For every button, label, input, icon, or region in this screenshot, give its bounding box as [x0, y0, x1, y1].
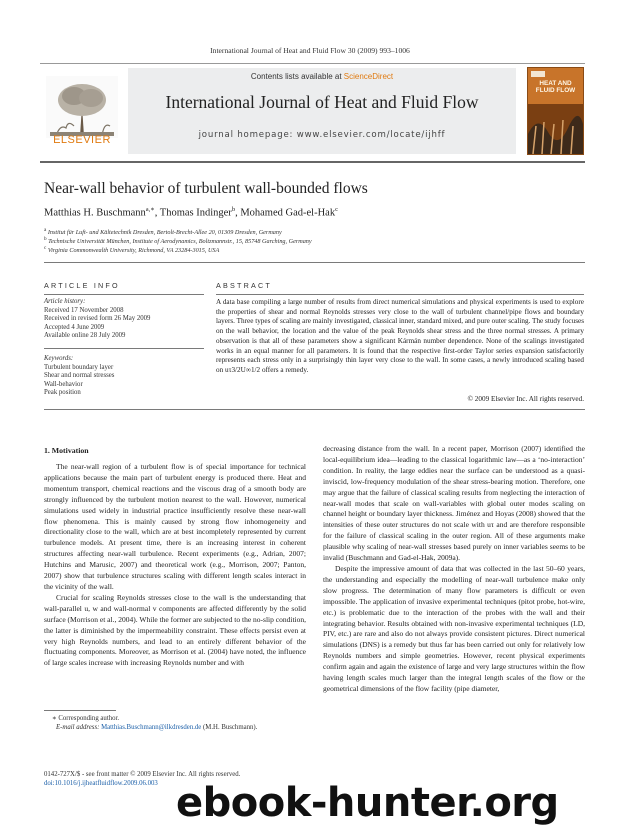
author-name[interactable]: Mohamed Gad-el-Hak — [240, 207, 336, 219]
paragraph: Despite the impressive amount of data that was collected in the last 50–60 years, the understanding and especially the modelling of near-wall turbulence make only slow progress. The determination of many flow parameters is difficult or even impossible. The application of invasive experimental techniques (pitot probe, hot-wire, etc.) is problematic due to the interaction of the probes with the wall and their integrating behavior. Results obtained with non-invasive experimental techniques (LD, PIV, etc.) are rare and also do not always provide consistent pictures. Direct numerical simulations (DNS) is a remedy but thus far has been carried out only for relatively low Reynolds numbers and simple geometries. However, recent physical experiments confirm again and again the existence of large and very large structures within the flow having length scales much larger than the integral length scales of the flow or the geometrical dimensions of the flow facility (pipe diameter, — [323, 563, 585, 693]
cover-logo — [531, 71, 545, 77]
history-item: Received 17 November 2008 — [44, 306, 124, 314]
author-list: Matthias H. Buschmann$^{a,∗}$, Thomas Indinger$^b$, Mohamed Gad-el-Hak$^c$ — [44, 206, 338, 219]
watermark: ebook-hunter.org — [176, 780, 559, 826]
keywords-label: Keywords: — [44, 355, 74, 362]
affiliation: $^a$ Institut für Luft- und Kältetechnik Dresden, Bertolt-Brecht-Allee 20, 01309 Dresden, Germany — [44, 227, 282, 237]
divider — [216, 294, 584, 295]
history-item: Accepted 4 June 2009 — [44, 323, 105, 331]
footnote — [44, 714, 306, 732]
author-affiliation-mark: a,∗ — [145, 206, 155, 213]
affiliation: $^b$ Technische Universität München, Institute of Aerodynamics, Boltzmannstr., 15, 85748 Garching, Germany — [44, 236, 312, 246]
contents-prefix: Contents lists available at — [250, 72, 344, 81]
journal-citation: International Journal of Heat and Fluid Flow 30 (2009) 993–1006 — [210, 46, 410, 55]
author-name[interactable]: Matthias H. Buschmann — [44, 207, 146, 219]
journal-homepage[interactable]: journal homepage: www.elsevier.com/locate/ijhff — [198, 130, 446, 140]
author-affiliation-mark: b — [231, 206, 236, 213]
section-heading: 1. Motivation — [44, 446, 89, 455]
paragraph: Crucial for scaling Reynolds stresses close to the wall is the understanding that wall-parallel u, w and wall-normal v components are affected differently by the solid surface (Morrison et al., 2004). While the former are subjected to the no-slip condition, the latter is diminished by the impermeability constraint. These effects persist even at very high Reynolds numbers, and lead to an entirely different behavior of the fluctuating components. Moreover, as Morrison et al. (2004) have noted, the influence of large scales increase with increasing Reynolds number and with — [44, 592, 306, 668]
journal-cover-thumbnail — [527, 67, 584, 155]
publisher-name: ELSEVIER — [53, 134, 111, 146]
affiliation: $^c$ Virginia Commonwealth University, Richmond, VA 23284-3015, USA — [44, 245, 220, 255]
article-history — [44, 298, 209, 341]
doi-link[interactable]: doi:10.1016/j.ijheatfluidflow.2009.06.003 — [44, 780, 158, 787]
keyword: Peak position — [44, 389, 81, 397]
copyright: © 2009 Elsevier Inc. All rights reserved. — [467, 395, 584, 403]
keyword: Wall-behavior — [44, 380, 83, 388]
cover-title: HEAT AND FLUID FLOW — [535, 80, 576, 95]
elsevier-tree-logo — [46, 72, 118, 142]
history-label: Article history: — [44, 298, 86, 305]
abstract-text: A data base compiling a large number of results from direct numerical simulations and physical experiments is used to explore the properties of shear and normal Reynolds stresses very close to the wall of turbulent channel/pipe flows and boundary layers. Three types of scaling are mainly investigated, classical inner, standard mixed, and pure outer scaling. The study focuses on the wall behavior, the location and the value of the peak Reynolds shear stress and the three normal stresses. A primary observation is that all of these parameters show a significant Kármán number dependence. None of the scalings investigated works in an equal manner for all parameters. It is found that the respective first-order Taylor series expansion satisfactorily represents each stress only in a surprisingly thin layer very close to the wall. In some cases, a newly introduced scaling based on uτ3/2U∞1/2 offers a remedy. — [216, 298, 584, 374]
abstract-heading: ABSTRACT — [216, 281, 272, 290]
email-link[interactable]: Matthias.Buschmann@ilkdresden.de — [101, 724, 202, 731]
journal-title: International Journal of Heat and Fluid Flow — [165, 92, 479, 112]
divider — [44, 294, 204, 295]
author-name[interactable]: Thomas Indinger — [159, 207, 232, 219]
keyword: Shear and normal stresses — [44, 372, 115, 380]
corresponding-author: ∗ Corresponding author. — [52, 715, 120, 722]
article-title: Near-wall behavior of turbulent wall-bounded flows — [44, 180, 368, 197]
body-column-left — [44, 462, 306, 669]
body-column-right — [323, 444, 585, 695]
author-affiliation-mark: c — [335, 206, 338, 213]
contents-line — [128, 72, 516, 81]
keyword: Turbulent boundary layer — [44, 363, 114, 371]
paragraph: decreasing distance from the wall. In a recent paper, Morrison (2007) identified the local-equilibrium idea—leading to the classical logarithmic law—as a ‘no-interaction’ condition. In reality, the large eddies near the surface can be understood as a quasi-inviscid, low-frequency modulation of the shear stress-bearing motion. Therefore, one may argue that the failure of classical scaling results from neglecting the interaction of near-wall modes that scale on wall-variables with global outer modes scaling on channel height or boundary layer thickness. Jiménez and Hoyas (2008) showed that the intensities of these outer structures do not scale with uτ and are therefore responsible for the failure of classical scaling in the outer region. All of these arguments make plausible why scaling of near-wall stresses based purely on inner variables seems to be invalid (Buschmann and Gad-el-Hak, 2009a). — [323, 444, 585, 563]
article-info-heading: ARTICLE INFO — [44, 281, 120, 290]
history-item: Available online 28 July 2009 — [44, 332, 126, 340]
history-item: Received in revised form 26 May 2009 — [44, 315, 151, 323]
paragraph: The near-wall region of a turbulent flow is of special importance for technical applications because the main part of turbulent energy is produced there. Heat and momentum transport, chemical reactions and the viscous drag of a smooth body are strongly influenced by the turbulent motion nearest to the wall. However, numerical simulations used widely in industrial practice insufficiently resolve these near-wall flow phenomena. This is mainly caused by strong flow inhomogeneity and directionality close to the wall, which are at best incompletely represented by current turbulence models. At present time, there is an increasing interest in coherent structures affecting near-wall turbulence. Recent experiments (e.g., Adrian, 2007; Hutchins and Marusic, 2007) and theoretical work (e.g., Morrison, 2007; Panton, 2007) show that turbulence structures scaling with different length scales interact in the vicinity of the wall. — [44, 462, 306, 591]
divider — [44, 262, 585, 263]
keywords — [44, 355, 209, 398]
divider — [44, 348, 204, 349]
issn-line: 0142-727X/$ - see front matter © 2009 Elsevier Inc. All rights reserved. — [44, 771, 241, 778]
cover-artwork — [528, 104, 583, 154]
divider — [44, 409, 585, 410]
sciencedirect-link[interactable]: ScienceDirect — [343, 72, 394, 81]
email-label: E-mail address: — [56, 724, 102, 731]
footnote-divider — [44, 710, 116, 711]
email-suffix: (M.H. Buschmann). — [201, 724, 258, 731]
